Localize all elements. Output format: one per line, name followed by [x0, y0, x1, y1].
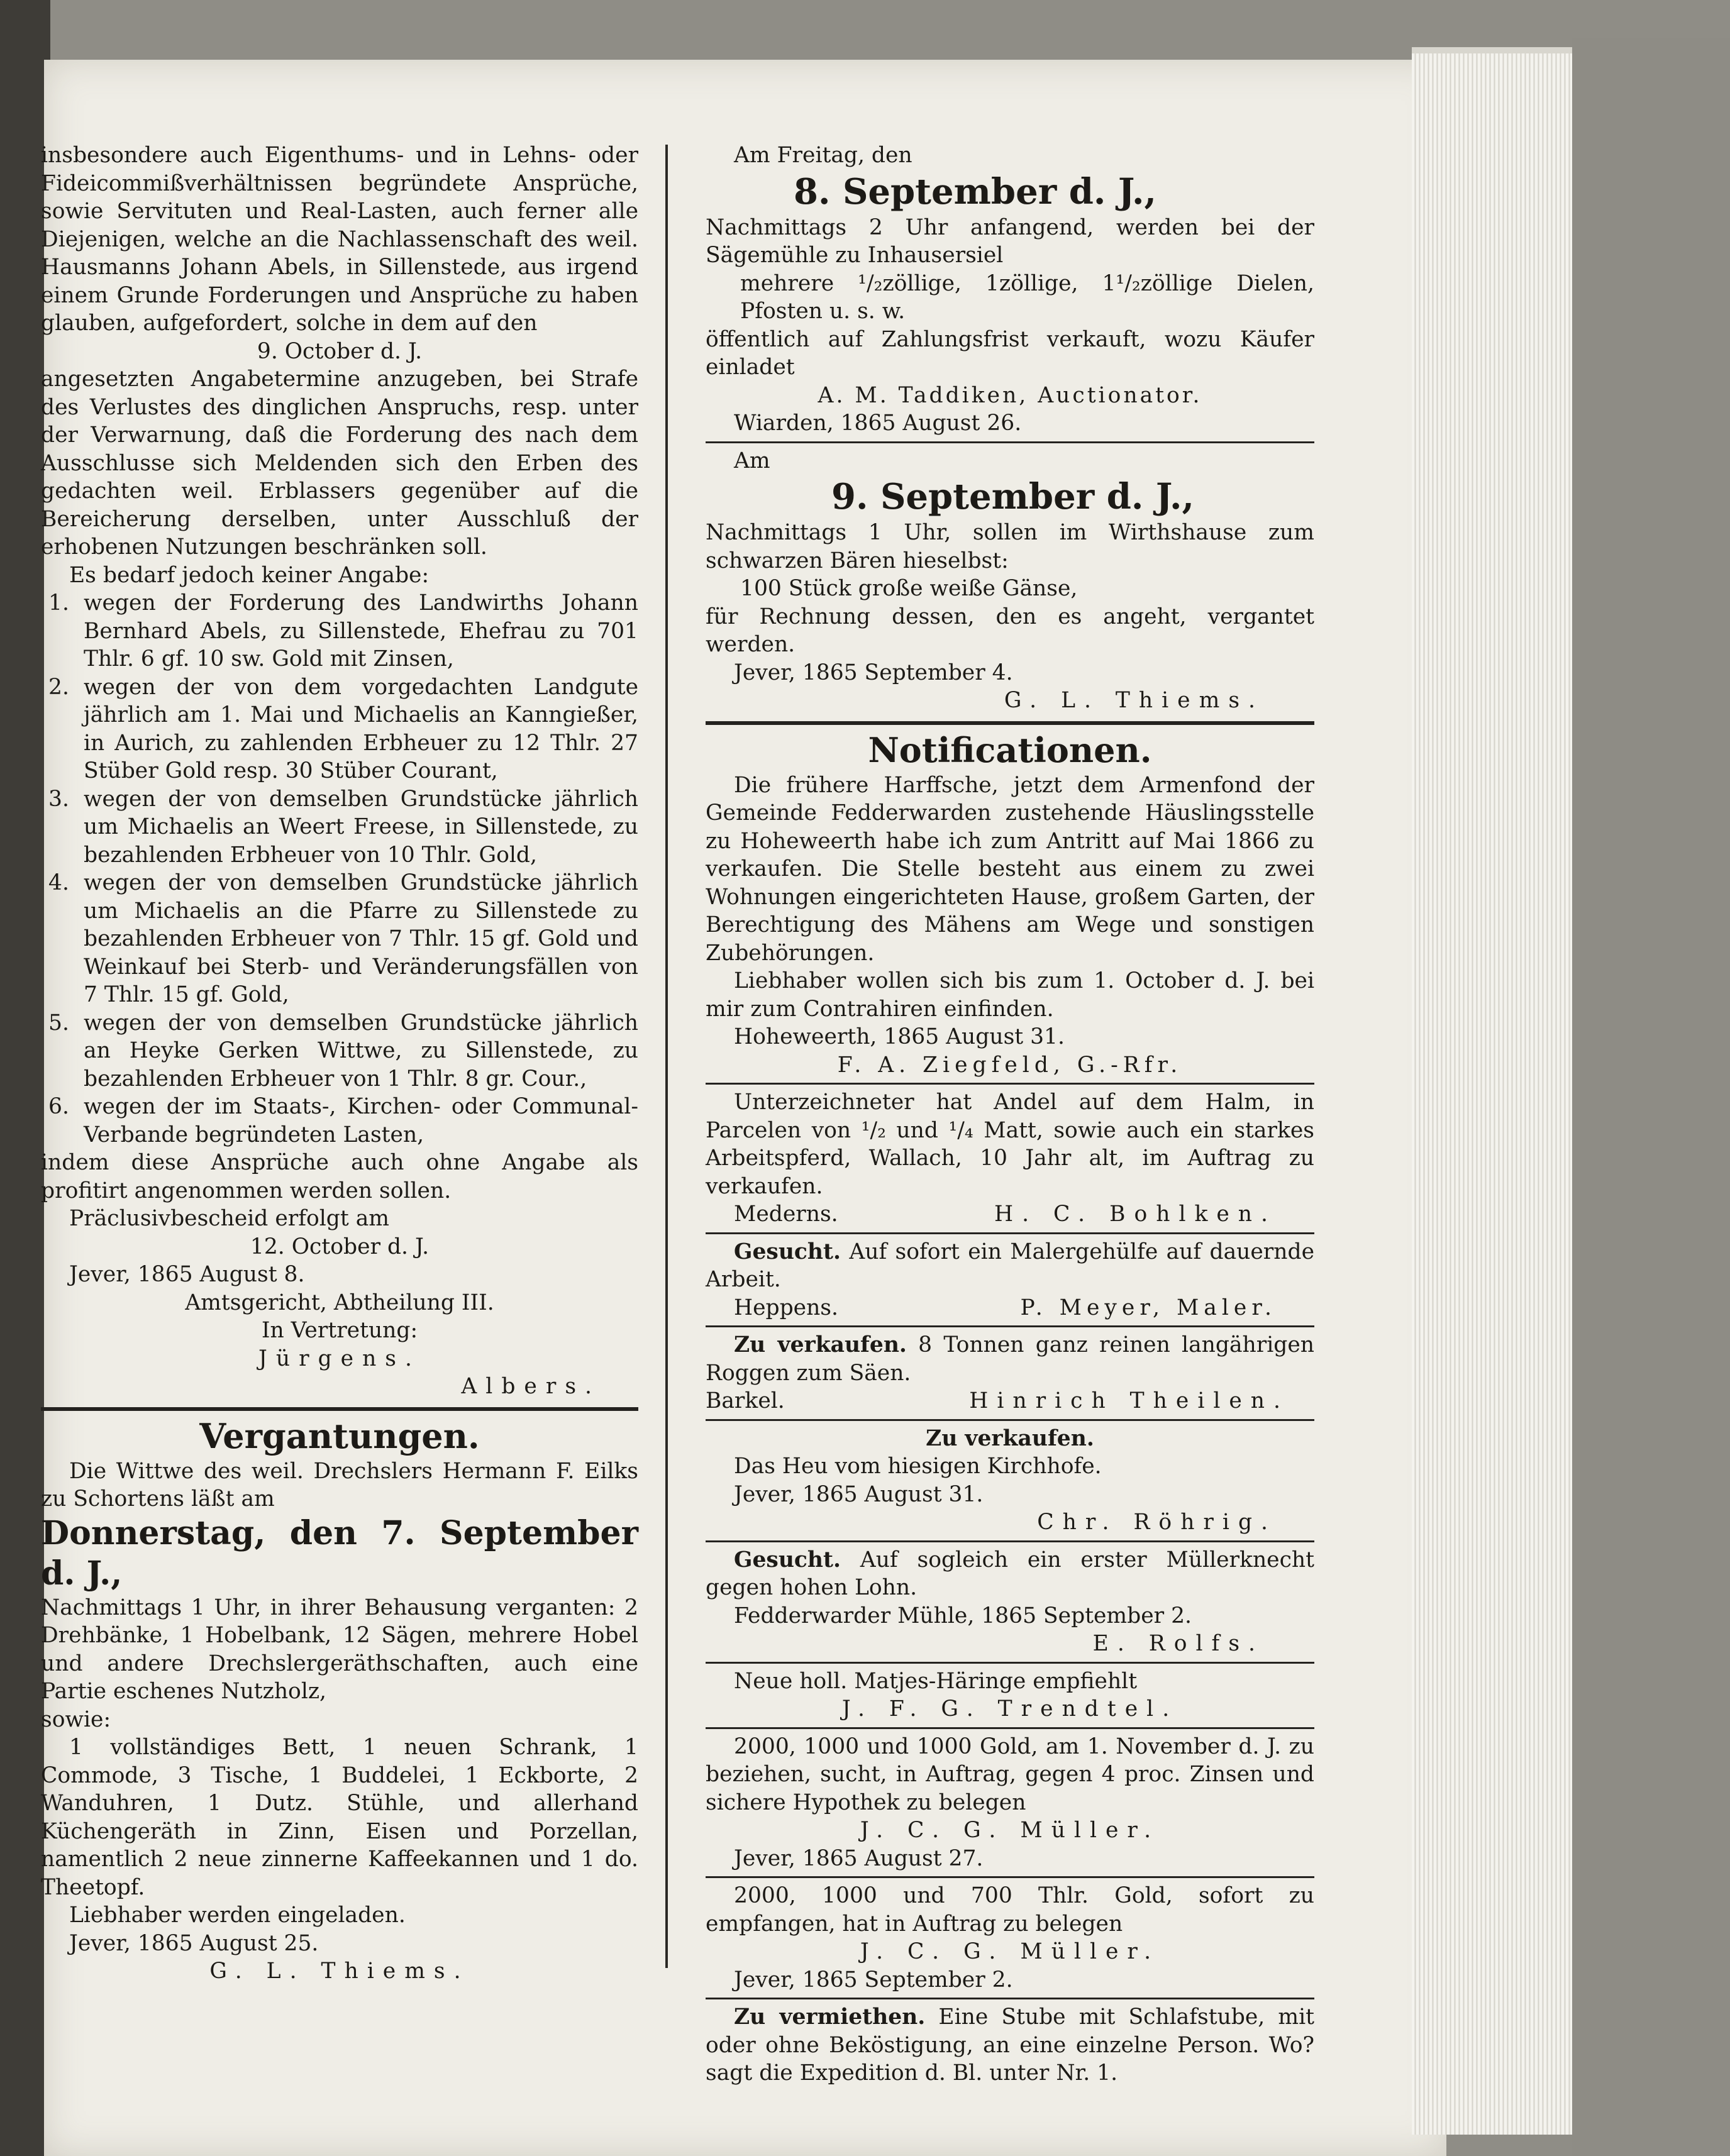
signature: E. Rolfs.: [1092, 1631, 1264, 1656]
auction-items: Nachmittags 1 Uhr, in ihrer Behausung verganten: 2 Drehbänke, 1 Hobelbank, 12 Sägen, mehrere Hobel und andere Drechslergeräthschaften, auch eine Partie eschenes Nutzholz,: [41, 1595, 638, 1704]
signature: A. M. Taddiken, Auctionator.: [818, 382, 1202, 408]
notice-text: Auf sofort ein Malergehülfe auf dauernde Arbeit.: [706, 1239, 1314, 1292]
after-list-text: indem diese Ansprüche auch ohne Angabe als profitirt angenommen werden sollen.: [41, 1150, 638, 1203]
list-number: 1.: [48, 590, 69, 616]
place-date: Jever, 1865 September 4.: [734, 660, 1013, 685]
separator-rule: [706, 1876, 1314, 1878]
notice-text: Auf sogleich ein erster Müllerknecht gegen hohen Lohn.: [706, 1547, 1315, 1600]
signature-line: [706, 1387, 1314, 1415]
auction-body-2: öffentlich auf Zahlungsfrist verkauft, wozu Käufer einladet: [706, 326, 1314, 380]
signature: J. C. G. Müller.: [860, 1818, 1160, 1843]
signature: Hinrich Theilen.: [969, 1388, 1289, 1413]
signature: P. Meyer, Maler.: [1020, 1295, 1277, 1320]
separator-rule: [706, 441, 1314, 443]
list-text: wegen der von demselben Grundstücke jährlich um Michaelis an Weert Freese, in Sillenstede, zu bezahlenden Erbheuer von 10 Thlr. Gold,: [84, 786, 638, 868]
separator-rule: [706, 1083, 1314, 1085]
sowie: sowie:: [41, 1706, 111, 1732]
auction-body: Nachmittags 1 Uhr, sollen im Wirthshause zum schwarzen Bären hieselbst:: [706, 520, 1314, 573]
notice-body-2: Liebhaber wollen sich bis zum 1. October d. J. bei mir zum Contrahiren einfinden.: [706, 968, 1314, 1022]
notice-entry: [706, 1331, 1314, 1387]
signature: G. L. Thiems.: [1004, 688, 1264, 713]
exceptions-intro: Es bedarf jedoch keiner Angabe:: [69, 562, 430, 588]
book-page-edges: [1412, 53, 1572, 2135]
list-number: 6.: [48, 1094, 69, 1119]
invitation: Liebhaber werden eingeladen.: [69, 1903, 406, 1928]
separator-rule: [706, 1232, 1314, 1234]
signature: F. A. Ziegfeld, G.-Rfr.: [837, 1052, 1183, 1078]
exceptions-list: [41, 589, 638, 1149]
list-item: [41, 1093, 638, 1149]
list-text: wegen der von dem vorgedachten Landgute jährlich am 1. Mai und Michaelis an Kanngießer, in Aurich, zu zahlenden Erbheuer zu 12 Thlr. 27 Stüber Gold resp. 30 Stüber Courant,: [84, 674, 638, 783]
auction-items: mehrere ¹/₂zöllige, 1zöllige, 1¹/₂zöllige Dielen, Pfosten u. s. w.: [740, 270, 1314, 324]
notice-body: angesetzten Angabetermine anzugeben, bei Strafe des Verlustes des dinglichen Anspruchs, resp. unter der Verwarnung, daß die Forderung des nach dem Ausschlusse sich Meldenden sich den Erben des gedachten weil. Erblassers gegenüber auf die Bereicherung derselben, unter Ausschluß der erhobenen Nutzungen beschränken soll.: [41, 367, 638, 560]
list-number: 3.: [48, 786, 69, 812]
praeclusiv-line: Präclusivbescheid erfolgt am: [69, 1206, 390, 1231]
separator-rule: [706, 1419, 1314, 1421]
place: Mederns.: [734, 1202, 838, 1227]
signature-line: [706, 1200, 1314, 1229]
separator-rule: [706, 1727, 1314, 1729]
separator-rule: [706, 1998, 1314, 1999]
court-name: Amtsgericht, Abtheilung III.: [185, 1290, 494, 1315]
notice-body: Unterzeichneter hat Andel auf dem Halm, in Parcelen von ¹/₂ und ¹/₄ Matt, sowie auch ein starkes Arbeitspferd, Wallach, 10 Jahr alt, im Auftrag zu verkaufen.: [706, 1090, 1314, 1199]
signature: J. C. G. Müller.: [860, 1939, 1160, 1964]
place-date: Jever, 1865 September 2.: [734, 1967, 1013, 1993]
right-column: [706, 141, 1314, 2087]
notice-text: 8 Tonnen ganz reinen langährigen Roggen zum Säen.: [706, 1332, 1314, 1386]
section-title-vergantungen: Vergantungen.: [199, 1415, 480, 1456]
praeclusiv-date: 12. October d. J.: [250, 1234, 430, 1259]
list-text: wegen der von demselben Grundstücke jährlich um Michaelis an die Pfarre zu Sillenstede zu bezahlenden Erbheuer von 7 Thlr. 15 gf. Gold und Weinkauf bei Sterb- und Veränderungsfällen von 7 Thlr. 15 gf. Gold,: [84, 870, 638, 1007]
left-column: [41, 141, 638, 1986]
list-text: wegen der im Staats-, Kirchen- oder Communal-Verbande begründeten Lasten,: [84, 1094, 638, 1147]
auction-date: 8. September d. J.,: [794, 170, 1157, 213]
place-date: Jever, 1865 August 27.: [734, 1845, 984, 1871]
place-date: Jever, 1865 August 31.: [734, 1481, 984, 1507]
list-text: wegen der von demselben Grundstücke jährlich an Heyke Gerken Wittwe, zu Sillenstede, zu bezahlenden Erbheuer von 1 Thlr. 8 gr. Cour.,: [84, 1010, 638, 1092]
signature-line: [706, 1294, 1314, 1322]
notice-text: Eine Stube mit Schlafstube, mit oder ohne Beköstigung, an eine einzelne Person. Wo? sagt die Expedition d. Bl. unter Nr. 1.: [706, 2004, 1315, 2086]
section-rule: [41, 1407, 638, 1411]
signature: H. C. Bohlken.: [994, 1202, 1277, 1227]
auction-date: Donnerstag, den 7. September d. J.,: [41, 1513, 638, 1593]
notice-entry: [706, 2003, 1314, 2087]
notice-lead: Zu vermiethen.: [734, 2004, 926, 2030]
auction-items-2: 1 vollständiges Bett, 1 neuen Schrank, 1 Commode, 3 Tische, 1 Buddelei, 1 Eckborte, 2 Wanduhren, 1 Dutz. Stühle, und allerhand Küchengeräth in Zinn, Eisen und Porzellan, namentlich 2 neue zinnerne Kaffeekannen und 1 do. Theetopf.: [41, 1735, 638, 1900]
signature: G. L. Thiems.: [209, 1959, 470, 1984]
list-number: 5.: [48, 1010, 69, 1036]
column-divider: [665, 145, 668, 1968]
notice-lead: Gesucht.: [734, 1239, 841, 1264]
book-cover-right: [1572, 38, 1730, 2156]
auction-body-2: für Rechnung dessen, den es angeht, vergantet werden.: [706, 604, 1314, 657]
section-title-notificationen: Notificationen.: [868, 729, 1152, 770]
notice-entry: [706, 1238, 1314, 1294]
notice-text: 2000, 1000 und 1000 Gold, am 1. November d. J. zu beziehen, sucht, in Auftrag, gegen 4 proc. Zinsen und sichere Hypothek zu belegen: [706, 1733, 1314, 1815]
list-text: wegen der Forderung des Landwirths Johann Bernhard Abels, zu Sillenstede, Ehefrau zu 701 Thlr. 6 gf. 10 sw. Gold mit Zinsen,: [84, 590, 638, 672]
place-date: Hoheweerth, 1865 August 31.: [734, 1024, 1065, 1049]
auction-intro: Am Freitag, den: [734, 143, 912, 168]
signature: Jürgens.: [258, 1346, 421, 1371]
list-item: [41, 869, 638, 1009]
list-item: [41, 673, 638, 785]
separator-rule: [706, 1662, 1314, 1664]
place: Barkel.: [706, 1388, 785, 1413]
notice-text: Das Heu vom hiesigen Kirchhofe.: [734, 1454, 1102, 1479]
notice-text: 2000, 1000 und 700 Thlr. Gold, sofort zu empfangen, hat in Auftrag zu belegen: [706, 1883, 1314, 1937]
place-date: Wiarden, 1865 August 26.: [734, 411, 1022, 436]
auction-intro: Am: [734, 448, 770, 473]
place-date: Jever, 1865 August 25.: [69, 1930, 319, 1956]
deadline-date: 9. October d. J.: [257, 338, 423, 364]
auction-intro: Die Wittwe des weil. Drechslers Hermann F. Eilks zu Schortens läßt am: [41, 1458, 638, 1512]
list-number: 2.: [48, 674, 69, 700]
list-item: [41, 785, 638, 870]
notice-entry: [706, 1546, 1314, 1602]
auction-body: Nachmittags 2 Uhr anfangend, werden bei der Sägemühle zu Inhausersiel: [706, 214, 1314, 268]
signature: Albers.: [461, 1374, 601, 1399]
notice-text: Neue holl. Matjes-Häringe empfiehlt: [734, 1668, 1138, 1694]
notice-lead: Gesucht.: [734, 1547, 841, 1573]
place-date: Jever, 1865 August 8.: [69, 1262, 305, 1287]
vertretung: In Vertretung:: [261, 1318, 418, 1343]
signature: J. F. G. Trendtel.: [841, 1696, 1178, 1722]
auction-items: 100 Stück große weiße Gänse,: [740, 576, 1078, 601]
list-number: 4.: [48, 870, 69, 895]
notice-lead: Zu verkaufen.: [734, 1332, 907, 1357]
notice-intro: insbesondere auch Eigenthums- und in Lehns- oder Fideicommißverhältnissen begründete Ansprüche, sowie Servituten und Real-Lasten, auch ferner alle Diejenigen, welche an die Nachlassenschaft des weil. Hausmanns Johann Abels, in Sillenstede, aus irgend einem Grunde Forderungen und Ansprüche zu haben glauben, aufgefordert, solche in dem auf den: [41, 143, 638, 336]
separator-rule: [706, 1540, 1314, 1542]
list-item: [41, 589, 638, 673]
place-date: Fedderwarder Mühle, 1865 September 2.: [734, 1603, 1192, 1628]
notice-body: Die frühere Harffsche, jetzt dem Armenfond der Gemeinde Fedderwarden zustehende Häuslingsstelle zu Hoheweerth habe ich zum Antritt auf Mai 1866 zu verkaufen. Die Stelle besteht aus einem zu zwei Wohnungen eingerichteten Hause, großem Garten, der Berechtigung des Mähens am Wege und sonstigen Zubehörungen.: [706, 772, 1314, 966]
signature: Chr. Röhrig.: [1037, 1510, 1277, 1535]
list-item: [41, 1009, 638, 1093]
notice-title: Zu verkaufen.: [926, 1425, 1094, 1451]
auction-date: 9. September d. J.,: [831, 476, 1195, 517]
section-rule: [706, 721, 1314, 725]
separator-rule: [706, 1325, 1314, 1327]
place: Heppens.: [734, 1295, 838, 1320]
